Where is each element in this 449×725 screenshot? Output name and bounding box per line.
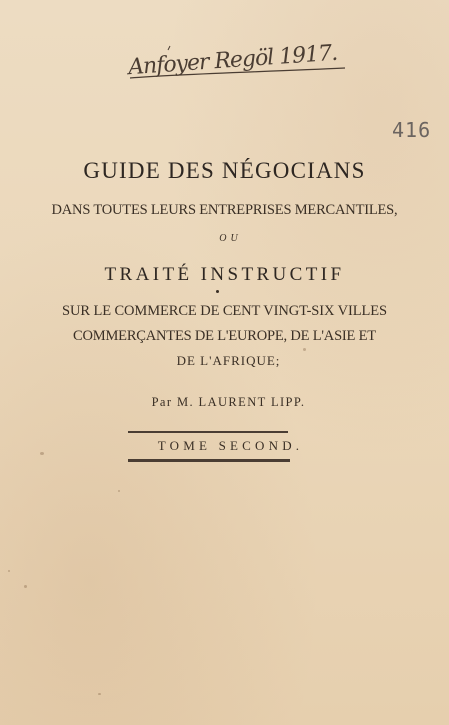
handwritten-signature: Anfoyer Regöl 1917. — [127, 40, 338, 81]
subtitle: DANS TOUTES LEURS ENTREPRISES MERCANTILES, — [51, 202, 398, 218]
ornament-dot — [216, 290, 219, 293]
volume-rule-bottom — [128, 459, 290, 462]
author-line: Par M. LAURENT LIPP. — [151, 395, 306, 409]
main-title: GUIDE DES NÉGOCIANS — [83, 158, 366, 183]
paper-spot — [40, 452, 44, 455]
library-shelf-number: 416 — [392, 118, 432, 142]
paper-spot — [303, 348, 306, 351]
description-line-3: DE L'AFRIQUE; — [176, 353, 281, 368]
description-line-2: COMMERÇANTES DE L'EUROPE, DE L'ASIE ET — [73, 328, 376, 344]
volume-label: TOME SECOND. — [157, 438, 304, 453]
paper-spot — [98, 693, 101, 695]
conjunction-ou: OU — [219, 233, 242, 244]
volume-rule-top — [128, 431, 288, 433]
paper-spot — [24, 585, 27, 588]
second-title: TRAITÉ INSTRUCTIF — [104, 264, 345, 285]
paper-spot — [118, 490, 120, 492]
paper-spot — [8, 570, 10, 572]
description-line-1: SUR LE COMMERCE DE CENT VINGT-SIX VILLES — [62, 303, 387, 319]
